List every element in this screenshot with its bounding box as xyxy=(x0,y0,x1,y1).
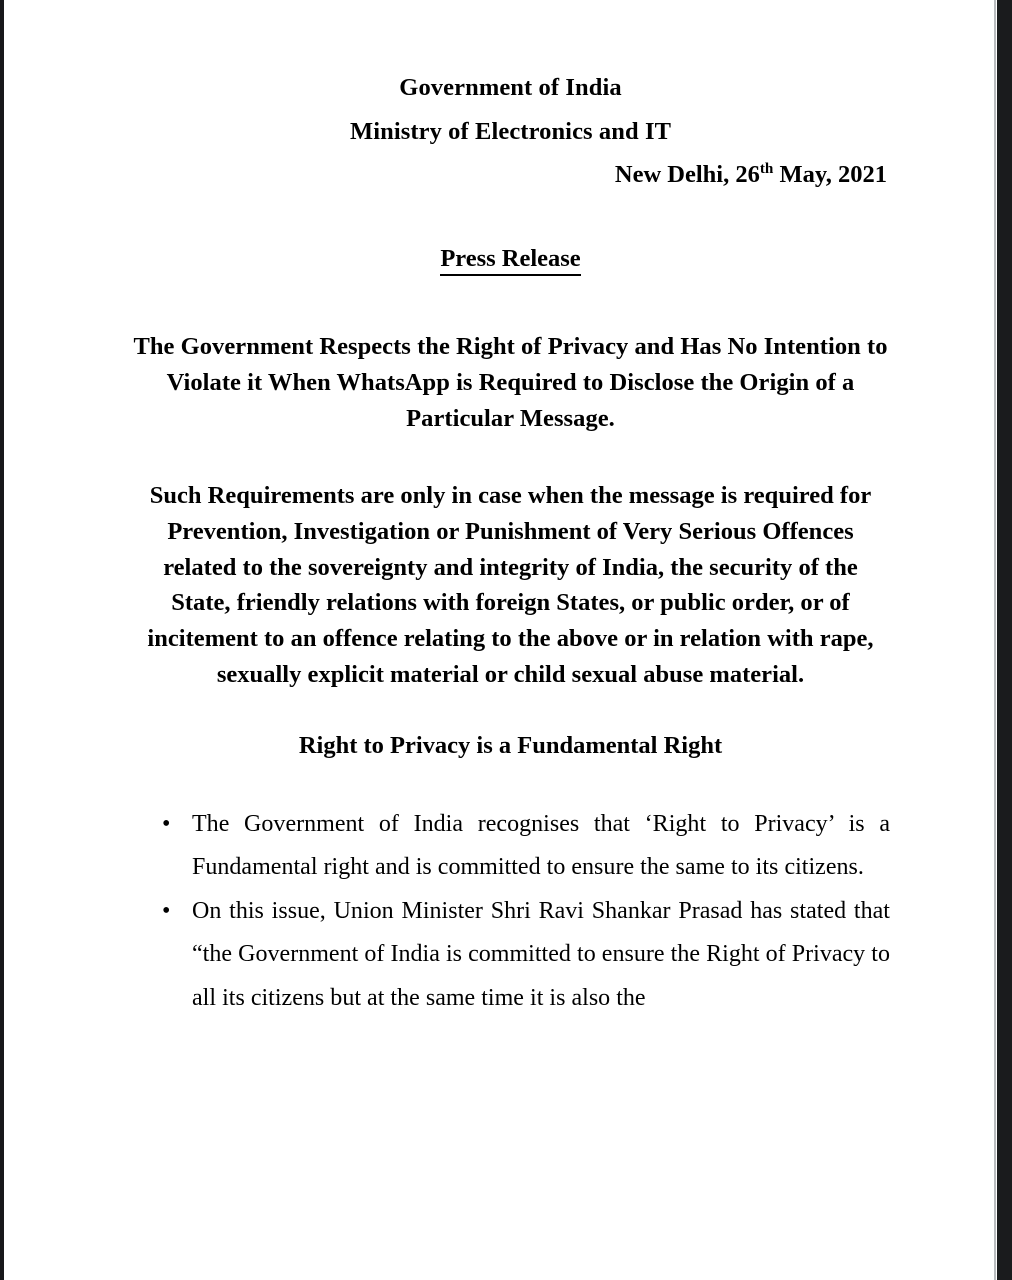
press-release-title xyxy=(131,244,890,272)
scan-edge-right xyxy=(997,0,1012,1280)
list-item-text: On this issue, Union Minister Shri Ravi Shankar Prasad has stated that “the Government of India is committed to ensure the Right of Privacy to all its citizens but at the same time it is also the xyxy=(192,897,890,1011)
bullet-point-icon: • xyxy=(162,810,171,837)
dateline xyxy=(131,159,890,188)
subheading: Right to Privacy is a Fundamental Right xyxy=(298,732,723,760)
list-item xyxy=(131,890,890,1021)
headline: The Government Respects the Right of Privacy and Has No Intention to Violate it When WhatsApp is Required to Disclose the Origin of a Particular Message. xyxy=(133,333,888,432)
list-item xyxy=(131,803,890,890)
list-item-text: The Government of India recognises that ‘Right to Privacy’ is a Fundamental right and is committed to ensure the same to its citizens. xyxy=(192,810,890,881)
dateline-ordinal: th xyxy=(759,159,774,177)
lead-paragraph: Such Requirements are only in case when the message is required for Prevention, Investigation or Punishment of Very Serious Offences related to the sovereignty and integrity of India, the security of the State, friendly relations with foreign States, or public order, or of incitement to an offence relating to the above or in relation with rape, sexually explicit material or child sexual abuse material. xyxy=(147,482,874,688)
bullet-point-icon: • xyxy=(162,897,171,924)
press-release-title-text: Press Release xyxy=(440,245,580,276)
dateline-place: New Delhi, 26 xyxy=(614,161,760,188)
bullet-list xyxy=(131,803,890,1021)
document-page xyxy=(4,0,994,1280)
document-content xyxy=(131,0,890,1020)
ministry-heading: Ministry of Electronics and IT xyxy=(349,117,672,145)
dateline-rest: May, 2021 xyxy=(773,161,887,188)
scan-edge-right-line xyxy=(994,0,996,1280)
organisation-heading: Government of India xyxy=(399,74,622,101)
